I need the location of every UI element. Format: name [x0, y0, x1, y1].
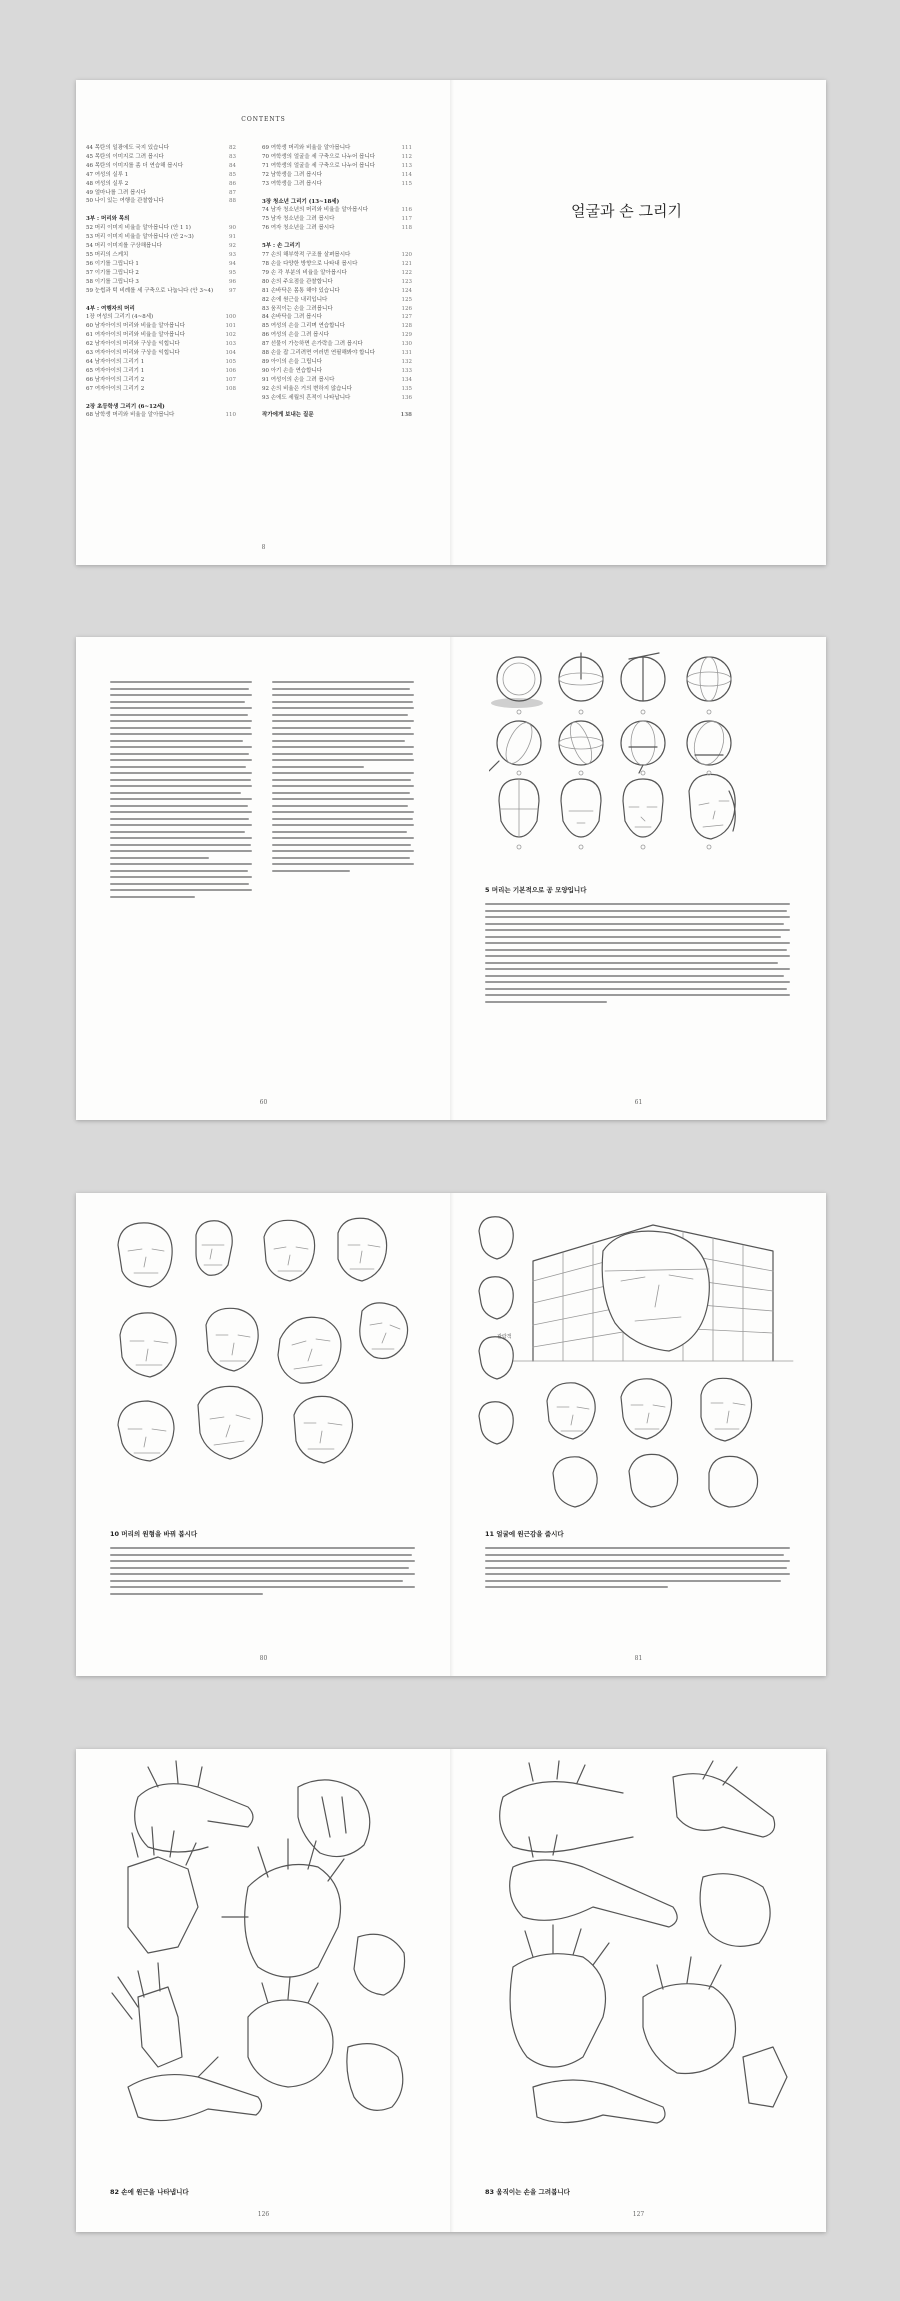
- figure-numbers: [517, 710, 711, 849]
- toc-entry: [86, 233, 236, 242]
- toc-entry-page: 104: [225, 350, 236, 357]
- sphere-head-diagram: [489, 651, 789, 871]
- toc-entry: [262, 367, 412, 376]
- head-sketch-5: [120, 1313, 176, 1377]
- spread-sphere-heads: [76, 637, 826, 1120]
- page-number: 8: [261, 544, 266, 551]
- toc-entry: [262, 171, 412, 180]
- toc-entry: [86, 242, 236, 251]
- text-lines: [110, 1547, 415, 1595]
- toc-entry-title: 86 여성의 손을 그려 봅시다: [262, 332, 330, 339]
- perspective-heads-sketch: [473, 1211, 803, 1511]
- text-lines: [272, 681, 414, 872]
- toc-entry: [262, 215, 412, 224]
- small-head-sketches-column: [479, 1217, 513, 1444]
- hand-sketch-3: [128, 1827, 198, 1953]
- hand-sketch-4: [222, 1839, 344, 1977]
- figure-caption-right: 83 움직이는 손을 그려봅니다: [485, 2188, 570, 2196]
- toc-entry-page: 120: [401, 252, 412, 259]
- toc-entry-page: 88: [229, 198, 236, 205]
- toc-entry-title: 80 손의 주요점을 관찰합니다: [262, 278, 333, 285]
- toc-column-right: [262, 144, 412, 420]
- head-sketch-11: [294, 1396, 353, 1463]
- toc-entry-page: 92: [229, 243, 236, 250]
- toc-entry-title: 55 머리의 스케치: [86, 251, 129, 258]
- figure-caption-left: 82 손에 원근을 나타냅니다: [110, 2188, 189, 2196]
- spread-head-sketches: [76, 1193, 826, 1676]
- toc-entry-title: 64 남자아이의 그리기 1: [86, 358, 145, 365]
- toc-entry-title: 74 남자 청소년의 머리와 비율을 알아봅시다: [262, 207, 369, 214]
- toc-entry-page: 82: [229, 145, 236, 151]
- toc-entry: [262, 305, 412, 314]
- head-sketch-10: [198, 1386, 263, 1459]
- toc-entry-title: 4부 : 여행자의 머리: [86, 305, 135, 312]
- head-sketch-4: [338, 1218, 387, 1281]
- toc-entry: [262, 242, 412, 251]
- toc-entry-title: 71 여학생의 얼굴을 세 구축으로 나누어 봅니다: [262, 162, 376, 169]
- toc-entry-title: 91 여성이의 손을 그려 봅시다: [262, 376, 335, 383]
- toc-entry: [262, 269, 412, 278]
- toc-entry-title: 3장 청소년 그리기 (13~18세): [262, 198, 340, 205]
- head-sketch-2: [196, 1221, 232, 1276]
- head-row-3: [499, 774, 735, 839]
- toc-entry-page: 129: [401, 332, 412, 339]
- heads-page: [76, 1193, 451, 1676]
- toc-entry-page: 111: [401, 145, 412, 151]
- toc-entry: [262, 340, 412, 349]
- toc-entry-title: 45 목탄의 이미지로 그려 봅시다: [86, 153, 164, 160]
- toc-entry-title: 93 손에도 세월의 흔적이 나타납니다: [262, 394, 351, 401]
- toc-entry: [262, 287, 412, 296]
- toc-entry-title: 70 여학생의 얼굴을 세 구축으로 나누어 봅니다: [262, 153, 376, 160]
- toc-entry: [86, 322, 236, 331]
- hands-perspective-sketch: [98, 1757, 428, 2157]
- toc-entry: [86, 385, 236, 394]
- contents-page: [76, 80, 451, 565]
- page-number-left: 126: [257, 2211, 270, 2218]
- toc-entry-page: 85: [229, 171, 236, 178]
- toc-entry: [86, 376, 236, 385]
- toc-entry-title: 58 이기를 그립니다 3: [86, 278, 139, 285]
- toc-entry: [262, 144, 412, 153]
- toc-entry: [86, 171, 236, 180]
- toc-entry-page: 95: [229, 269, 236, 276]
- toc-entry-title: 52 머리 이미지 비율을 알아봅니다 (안 1 1): [86, 225, 191, 232]
- caption-body-text: [485, 899, 790, 1007]
- hand-sketch-11: [673, 1761, 775, 1837]
- toc-entry: [86, 215, 236, 224]
- toc-entry-page: 102: [225, 332, 236, 339]
- hands-page-left: [76, 1749, 451, 2232]
- toc-entry-title: 82 손에 원근을 내리입니다: [262, 296, 328, 303]
- toc-entry: [86, 197, 236, 206]
- toc-entry: [86, 153, 236, 162]
- toc-entry-title: 69 여학생 머리와 비율을 알아봅니다: [262, 145, 351, 151]
- toc-entry-title: 59 눈썹과 턱 비례를 세 구축으로 나눕니다 (안 3~4): [86, 287, 214, 294]
- toc-entry-title: 2장 초등학생 그리기 (6~12세): [86, 403, 165, 410]
- toc-entry-page: 100: [225, 314, 236, 321]
- sphere-row-1: [491, 653, 731, 708]
- hand-sketch-12: [510, 1835, 678, 1927]
- toc-entry: [86, 269, 236, 278]
- toc-entry-page: 134: [401, 376, 412, 383]
- toc-entry: [262, 198, 412, 207]
- toc-entry-title: 57 이기를 그립니다 2: [86, 269, 139, 276]
- sphere-row-2: [489, 718, 731, 773]
- hand-sketch-13: [700, 1874, 770, 1947]
- toc-entry: [262, 376, 412, 385]
- toc-entry-page: 131: [401, 350, 412, 357]
- spread-hand-sketches: [76, 1749, 826, 2232]
- hands-motion-sketch: [473, 1757, 803, 2157]
- toc-entry: [262, 162, 412, 171]
- toc-entry-page: 132: [401, 358, 412, 365]
- head-variations-sketch: [98, 1215, 428, 1515]
- toc-entry-page: 84: [229, 162, 236, 169]
- toc-entry-page: 133: [401, 367, 412, 374]
- toc-entry-page: 121: [401, 260, 412, 267]
- hand-sketch-2: [298, 1780, 370, 1857]
- text-lines: [110, 681, 252, 898]
- toc-entry: [86, 287, 236, 296]
- toc-entry-title: 83 움직이는 손을 그려봅니다: [262, 305, 333, 312]
- hand-sketch-8: [128, 2057, 262, 2121]
- toc-entry-title: 1장 여성의 그리기 (4~8세): [86, 314, 154, 321]
- toc-entry: [86, 358, 236, 367]
- toc-entry: [86, 251, 236, 260]
- toc-entry-title: 68 남학생 머리와 비율을 알아봅니다: [86, 412, 175, 419]
- toc-entry: [86, 340, 236, 349]
- head-sketch-9: [118, 1401, 174, 1461]
- body-text-column-1: [110, 677, 252, 902]
- toc-entry: [86, 260, 236, 269]
- figure-caption-left: 10 머리의 원형을 바꿔 봅시다: [110, 1530, 198, 1538]
- hand-sketch-10: [500, 1761, 633, 1852]
- page-number-right: 61: [634, 1099, 643, 1106]
- toc-entry: [262, 180, 412, 189]
- toc-entry-page: 118: [401, 225, 412, 232]
- hand-sketch-14: [510, 1925, 609, 2067]
- head-sketch-3: [264, 1220, 315, 1281]
- toc-entry-title: 61 여자아이의 머리와 비율을 알아봅니다: [86, 332, 186, 339]
- toc-entry: [262, 206, 412, 215]
- hands-page-right: [451, 1749, 826, 2232]
- toc-entry-page: 117: [401, 216, 412, 223]
- head-sketch-6: [206, 1308, 258, 1371]
- toc-entry-page: 114: [401, 171, 412, 178]
- toc-entry-page: 110: [225, 412, 236, 419]
- head-sketch-7: [278, 1317, 341, 1383]
- toc-entry-page: 86: [229, 180, 236, 187]
- toc-entry: [262, 260, 412, 269]
- toc-entry-title: 47 여성의 실루 1: [86, 171, 129, 178]
- toc-entry-page: 90: [229, 225, 236, 232]
- toc-entry-title: 92 손의 비율은 거의 변하지 않습니다: [262, 385, 353, 392]
- toc-entry-page: 126: [401, 305, 412, 312]
- toc-entry-title: 76 여자 청소년을 그려 봅시다: [262, 225, 335, 232]
- toc-entry-title: 81 손바닥은 몸통 해야 있습니다: [262, 287, 340, 294]
- text-lines: [485, 903, 790, 1003]
- toc-entry-title: 54 머리 이미지를 구상해봅니다: [86, 243, 163, 250]
- toc-entry-title: 49 얼마나를 그려 봅시다: [86, 189, 147, 196]
- toc-entry: [262, 385, 412, 394]
- head-sketch-8: [360, 1303, 408, 1359]
- spread-contents: [76, 80, 826, 565]
- toc-entry-page: 128: [401, 323, 412, 330]
- toc-entry: [86, 305, 236, 314]
- toc-entry-title: 50 나이 있는 여행을 관찰합니다: [86, 198, 164, 205]
- toc-entry-page: 94: [229, 260, 236, 267]
- toc-entry-page: 116: [401, 207, 412, 214]
- hand-sketch-16: [743, 2047, 787, 2107]
- toc-entry-title: 44 목탄의 일광에도 국지 있습니다: [86, 145, 170, 151]
- toc-entry: [262, 411, 412, 420]
- toc-entry: [262, 296, 412, 305]
- perspective-heads-page: [451, 1193, 826, 1676]
- hand-sketch-17: [533, 2080, 665, 2123]
- toc-entry: [262, 394, 412, 403]
- toc-entry: [262, 349, 412, 358]
- toc-entry-title: 66 남자아이의 그리기 2: [86, 376, 145, 383]
- toc-entry: [86, 313, 236, 322]
- toc-entry-title: 79 손 각 부분의 비율을 알아봅시다: [262, 269, 347, 276]
- toc-entry-title: 62 남자아이의 머리와 구상을 익힙니다: [86, 341, 180, 348]
- toc-entry-title: 88 손을 잡 그리려면 여러번 연필해봐야 합니다: [262, 350, 376, 357]
- toc-entry: [262, 331, 412, 340]
- toc-entry-title: 56 이기를 그립니다 1: [86, 260, 139, 267]
- toc-entry-title: 작가에게 보내는 질문: [262, 412, 314, 419]
- toc-entry-page: 136: [401, 394, 412, 401]
- toc-entry-title: 72 남학생을 그려 봅시다: [262, 171, 323, 178]
- toc-entry-page: 105: [225, 358, 236, 365]
- toc-entry-title: 78 손을 다양한 방향으로 나타내 봅시다: [262, 260, 358, 267]
- toc-entry-page: 124: [401, 287, 412, 294]
- toc-entry: [86, 162, 236, 171]
- toc-entry-title: 48 여성의 실루 2: [86, 180, 129, 187]
- toc-entry-page: 123: [401, 278, 412, 285]
- toc-entry-title: 5부 : 손 그리기: [262, 243, 301, 250]
- toc-column-left: [86, 144, 236, 420]
- page-number-right: 81: [634, 1655, 643, 1662]
- toc-entry-title: 73 여학생을 그려 봅시다: [262, 180, 323, 187]
- toc-entry: [86, 367, 236, 376]
- toc-entry-page: 101: [225, 323, 236, 330]
- toc-entry-page: 122: [401, 269, 412, 276]
- toc-entry-page: 93: [229, 251, 236, 258]
- toc-entry-title: 46 목탄의 이미지를 좀 더 연습해 봅시다: [86, 162, 184, 169]
- toc-entry-title: 87 선물이 가능하면 손가락을 그려 봅시다: [262, 341, 363, 348]
- toc-entry-title: 3부 : 머리와 목의: [86, 216, 130, 223]
- toc-entry: [86, 403, 236, 412]
- toc-entry: [262, 322, 412, 331]
- figure-page: [451, 637, 826, 1120]
- toc-entry: [86, 411, 236, 420]
- toc-entry: [262, 278, 412, 287]
- toc-entry-title: 77 손의 해부학적 구조를 살펴봅시다: [262, 252, 351, 259]
- figure-label: 관람객: [497, 1334, 512, 1340]
- head-row-lower: [547, 1378, 758, 1507]
- part-title-page: [451, 80, 826, 565]
- toc-entry: [262, 224, 412, 233]
- toc-entry-page: 87: [229, 189, 236, 196]
- toc-entry-page: 127: [401, 314, 412, 321]
- figure-caption-right: 11 얼굴에 원근감을 줍시다: [485, 1530, 564, 1538]
- toc-entry-page: 107: [225, 376, 236, 383]
- toc-entry-title: 65 여자아이의 그리기 1: [86, 367, 145, 374]
- toc-entry-page: 135: [401, 385, 412, 392]
- toc-entry: [262, 251, 412, 260]
- toc-entry-page: 106: [225, 367, 236, 374]
- page-number-right: 127: [632, 2211, 645, 2218]
- toc-entry-title: 85 여성의 손을 그리며 연습합니다: [262, 323, 346, 330]
- page-number-left: 80: [259, 1655, 268, 1662]
- toc-entry-page: 108: [225, 385, 236, 392]
- figure-caption: 5 머리는 기본적으로 공 모양입니다: [485, 886, 587, 894]
- toc-entry: [86, 144, 236, 153]
- toc-entry-title: 89 아이의 손을 그립니다: [262, 358, 323, 365]
- toc-entry: [86, 278, 236, 287]
- part-title: 얼굴과 손 그리기: [571, 202, 682, 220]
- toc-entry-title: 53 머리 이미지 비율을 알아봅니다 (안 2~3): [86, 234, 194, 241]
- toc-entry-page: 97: [229, 287, 236, 294]
- toc-entry-page: 113: [401, 162, 412, 169]
- toc-entry: [262, 153, 412, 162]
- text-lines: [485, 1547, 790, 1588]
- toc-entry-page: 83: [229, 153, 236, 160]
- toc-entry-title: 63 여자아이의 머리와 구상을 익힙니다: [86, 350, 180, 357]
- toc-entry-page: 96: [229, 278, 236, 285]
- toc-entry: [86, 180, 236, 189]
- toc-entry-page: 138: [400, 412, 412, 419]
- text-page: [76, 637, 451, 1120]
- toc-entry-title: 75 남자 청소년을 그려 봅시다: [262, 216, 335, 223]
- body-text-column-2: [272, 677, 414, 876]
- page-number-left: 60: [259, 1099, 268, 1106]
- toc-entry-page: 125: [401, 296, 412, 303]
- toc-entry: [262, 358, 412, 367]
- toc-entry-title: 67 여자아이의 그리기 2: [86, 385, 145, 392]
- contents-header: CONTENTS: [241, 116, 286, 123]
- caption-body-text-right: [485, 1543, 790, 1593]
- toc-entry-title: 60 남자아이의 머리와 비율을 알아봅니다: [86, 323, 186, 330]
- toc-entry-page: 130: [401, 341, 412, 348]
- toc-entry-page: 91: [229, 234, 236, 241]
- toc-entry-title: 84 손바닥을 그려 봅시다: [262, 314, 323, 321]
- toc-entry-page: 103: [225, 341, 236, 348]
- toc-entry: [86, 331, 236, 340]
- hand-sketch-5: [354, 1934, 405, 1995]
- toc-entry: [86, 349, 236, 358]
- hand-sketch-15: [643, 1957, 736, 2073]
- hand-sketch-9: [347, 2044, 403, 2111]
- toc-entry: [86, 189, 236, 198]
- toc-entry-page: 115: [401, 180, 412, 187]
- head-sketch-1: [118, 1223, 172, 1287]
- toc-entry: [262, 313, 412, 322]
- caption-body-text-left: [110, 1543, 415, 1599]
- toc-entry-page: 112: [401, 153, 412, 160]
- toc-entry-title: 90 아기 손을 연습합니다: [262, 367, 323, 374]
- hand-sketch-7: [248, 1977, 333, 2087]
- toc-entry: [86, 224, 236, 233]
- hand-sketch-6: [112, 1963, 182, 2067]
